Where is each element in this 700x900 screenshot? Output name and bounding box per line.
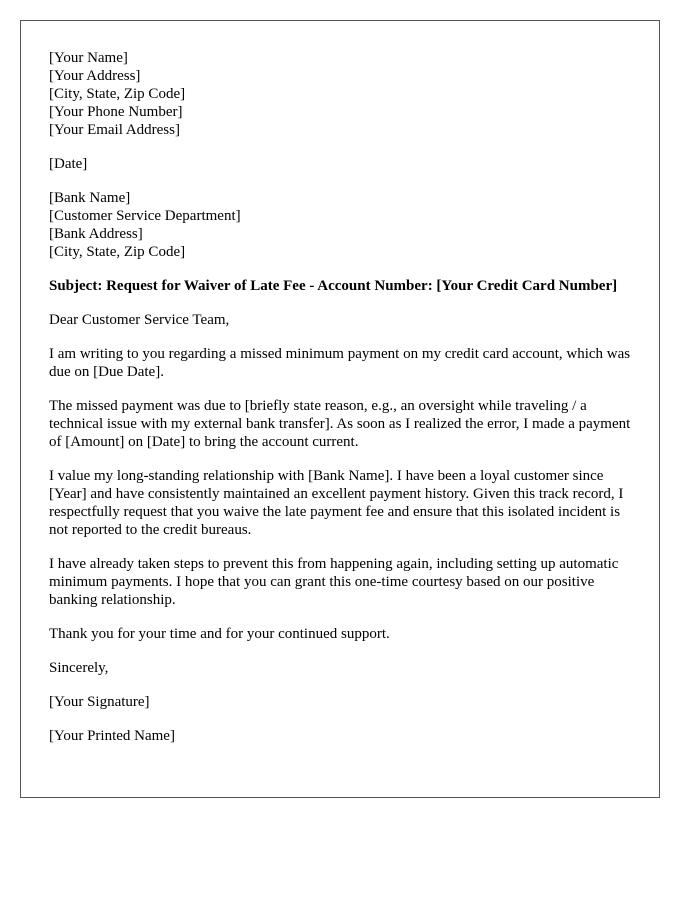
subject-line: Subject: Request for Waiver of Late Fee - Account Number: [Your Credit Card Number] [49, 278, 618, 294]
sender-city-state-zip: [City, State, Zip Code] [49, 86, 186, 102]
printed-name: [Your Printed Name] [49, 728, 175, 744]
body-paragraph-2: The missed payment was due to [briefly state reason, e.g., an oversight while traveling / a technical issue with my external bank transfer]. As soon as I realized the error, I made a payment of [Amount] on [Date] to bring the account current. [49, 398, 631, 450]
recipient-department: [Customer Service Department] [49, 208, 241, 224]
sender-address: [Your Address] [49, 68, 141, 84]
recipient-bank-name: [Bank Name] [49, 190, 131, 206]
recipient-block [49, 189, 635, 261]
sender-email: [Your Email Address] [49, 122, 180, 138]
date-block [49, 155, 635, 173]
signature-placeholder: [Your Signature] [49, 694, 150, 710]
closing: Sincerely, [49, 660, 109, 676]
salutation: Dear Customer Service Team, [49, 312, 230, 328]
letter-content [49, 49, 635, 745]
body-paragraph-3: I value my long-standing relationship with [Bank Name]. I have been a loyal customer since [Year] and have consistently maintained an excellent payment history. Given this track record, I respectfully request that you waive the late payment fee and ensure that this isolated incident is not reported to the credit bureaus. [49, 468, 624, 538]
body-paragraph-1: I am writing to you regarding a missed minimum payment on my credit card account, which was due on [Due Date]. [49, 346, 631, 380]
body-paragraph-4: I have already taken steps to prevent this from happening again, including setting up automatic minimum payments. I hope that you can grant this one-time courtesy based on our positive banking relationship. [49, 556, 619, 608]
letter-page [20, 20, 660, 798]
sender-block [49, 49, 635, 139]
recipient-address: [Bank Address] [49, 226, 143, 242]
letter-date: [Date] [49, 156, 88, 172]
sender-name: [Your Name] [49, 50, 128, 66]
body-paragraph-5: Thank you for your time and for your continued support. [49, 626, 390, 642]
sender-phone: [Your Phone Number] [49, 104, 183, 120]
recipient-city-state-zip: [City, State, Zip Code] [49, 244, 186, 260]
